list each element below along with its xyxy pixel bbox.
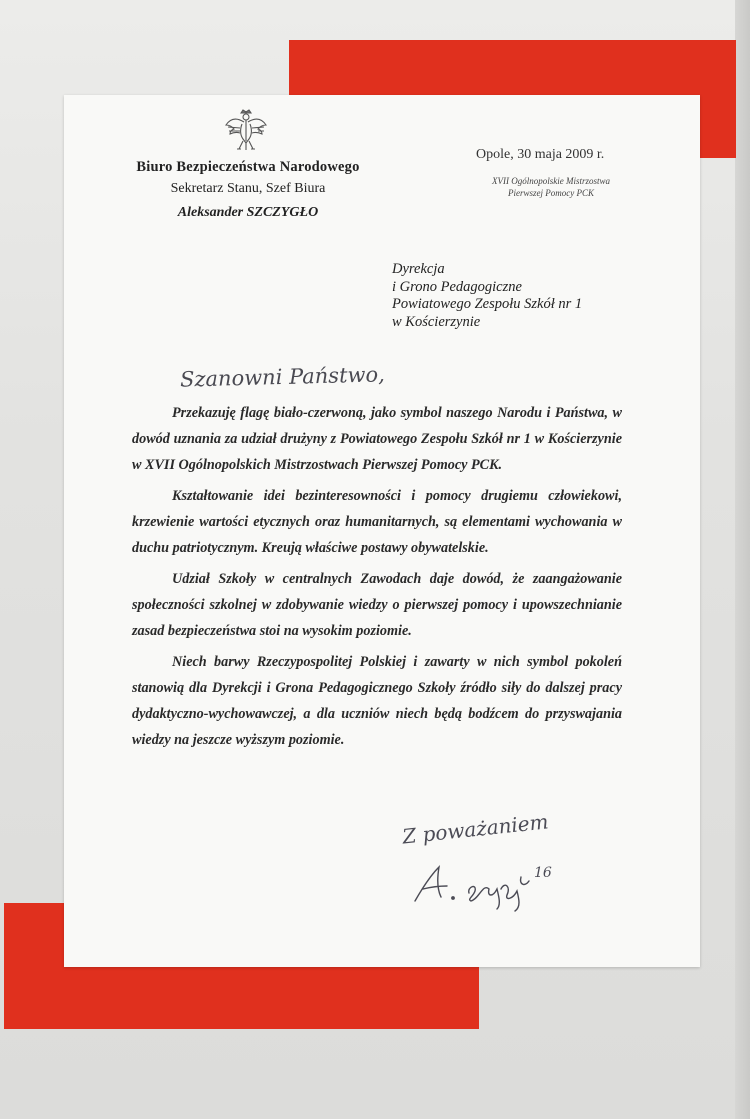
letter-body	[132, 400, 622, 758]
recipient-line3: Powiatowego Zespołu Szkół nr 1	[392, 296, 583, 312]
handwritten-salutation: Szanowni Państwo,	[179, 362, 386, 392]
org-person: Aleksander SZCZYGŁO	[177, 205, 319, 220]
letter-sheet	[64, 95, 700, 967]
recipient-block	[392, 261, 582, 331]
org-name: Biuro Bezpieczeństwa Narodowego	[136, 159, 360, 175]
recipient-line1: Dyrekcja	[392, 261, 445, 277]
paragraph: Kształtowanie idei bezinteresowności i pomocy drugiemu człowiekowi, krzewienie wartości etycznych oraz humanitarnych, są elementami wychowania w duchu patriotycznym. Kreują właściwe postawy obywatelskie.	[132, 488, 622, 556]
recipient-line4: w Kościerzynie	[392, 313, 481, 330]
backdrop-edge	[735, 0, 750, 1119]
event-note-line1: XVII Ogólnopolskie Mistrzostwa	[492, 176, 610, 186]
letterhead	[128, 157, 368, 223]
paragraph: Przekazuję flagę biało-czerwoną, jako symbol naszego Narodu i Państwa, w dowód uznania za udział drużyny z Powiatowego Zespołu Szkół nr 1 w Kościerzynie w XVII Ogólnopolskich Mistrzostwach Pierwszej Pomocy PCK.	[132, 405, 622, 473]
handwritten-closing: Z poważaniem	[401, 809, 550, 849]
paragraph: Niech barwy Rzeczypospolitej Polskiej i zawarty w nich symbol pokoleń stanowią dla Dyrekcji i Grona Pedagogicznego Szkoły źródło siły do dalszej pracy dydaktyczno-wychowawczej, a dla uczniów niech będą bodźcem do przyswajania wiedzy na jeszcze wyższym poziomie.	[132, 654, 622, 748]
org-role: Sekretarz Stanu, Szef Biura	[170, 181, 326, 196]
event-note-line2: Pierwszej Pomocy PCK	[508, 188, 594, 198]
event-note	[476, 175, 626, 199]
signature-number: 16	[534, 865, 552, 881]
paragraph: Udział Szkoły w centralnych Zawodach daje dowód, że zaangażowanie społeczności szkolnej w zdobywanie wiedzy o pierwszej pomocy i upowszechnianie zasad bezpieczeństwa stoi na wysokim poziomie.	[132, 571, 622, 639]
place-date: Opole, 30 maja 2009 r.	[476, 147, 605, 162]
white-eagle-emblem-icon	[222, 107, 270, 153]
recipient-line2: i Grono Pedagogiczne	[392, 278, 522, 295]
handwritten-signature	[409, 853, 559, 913]
